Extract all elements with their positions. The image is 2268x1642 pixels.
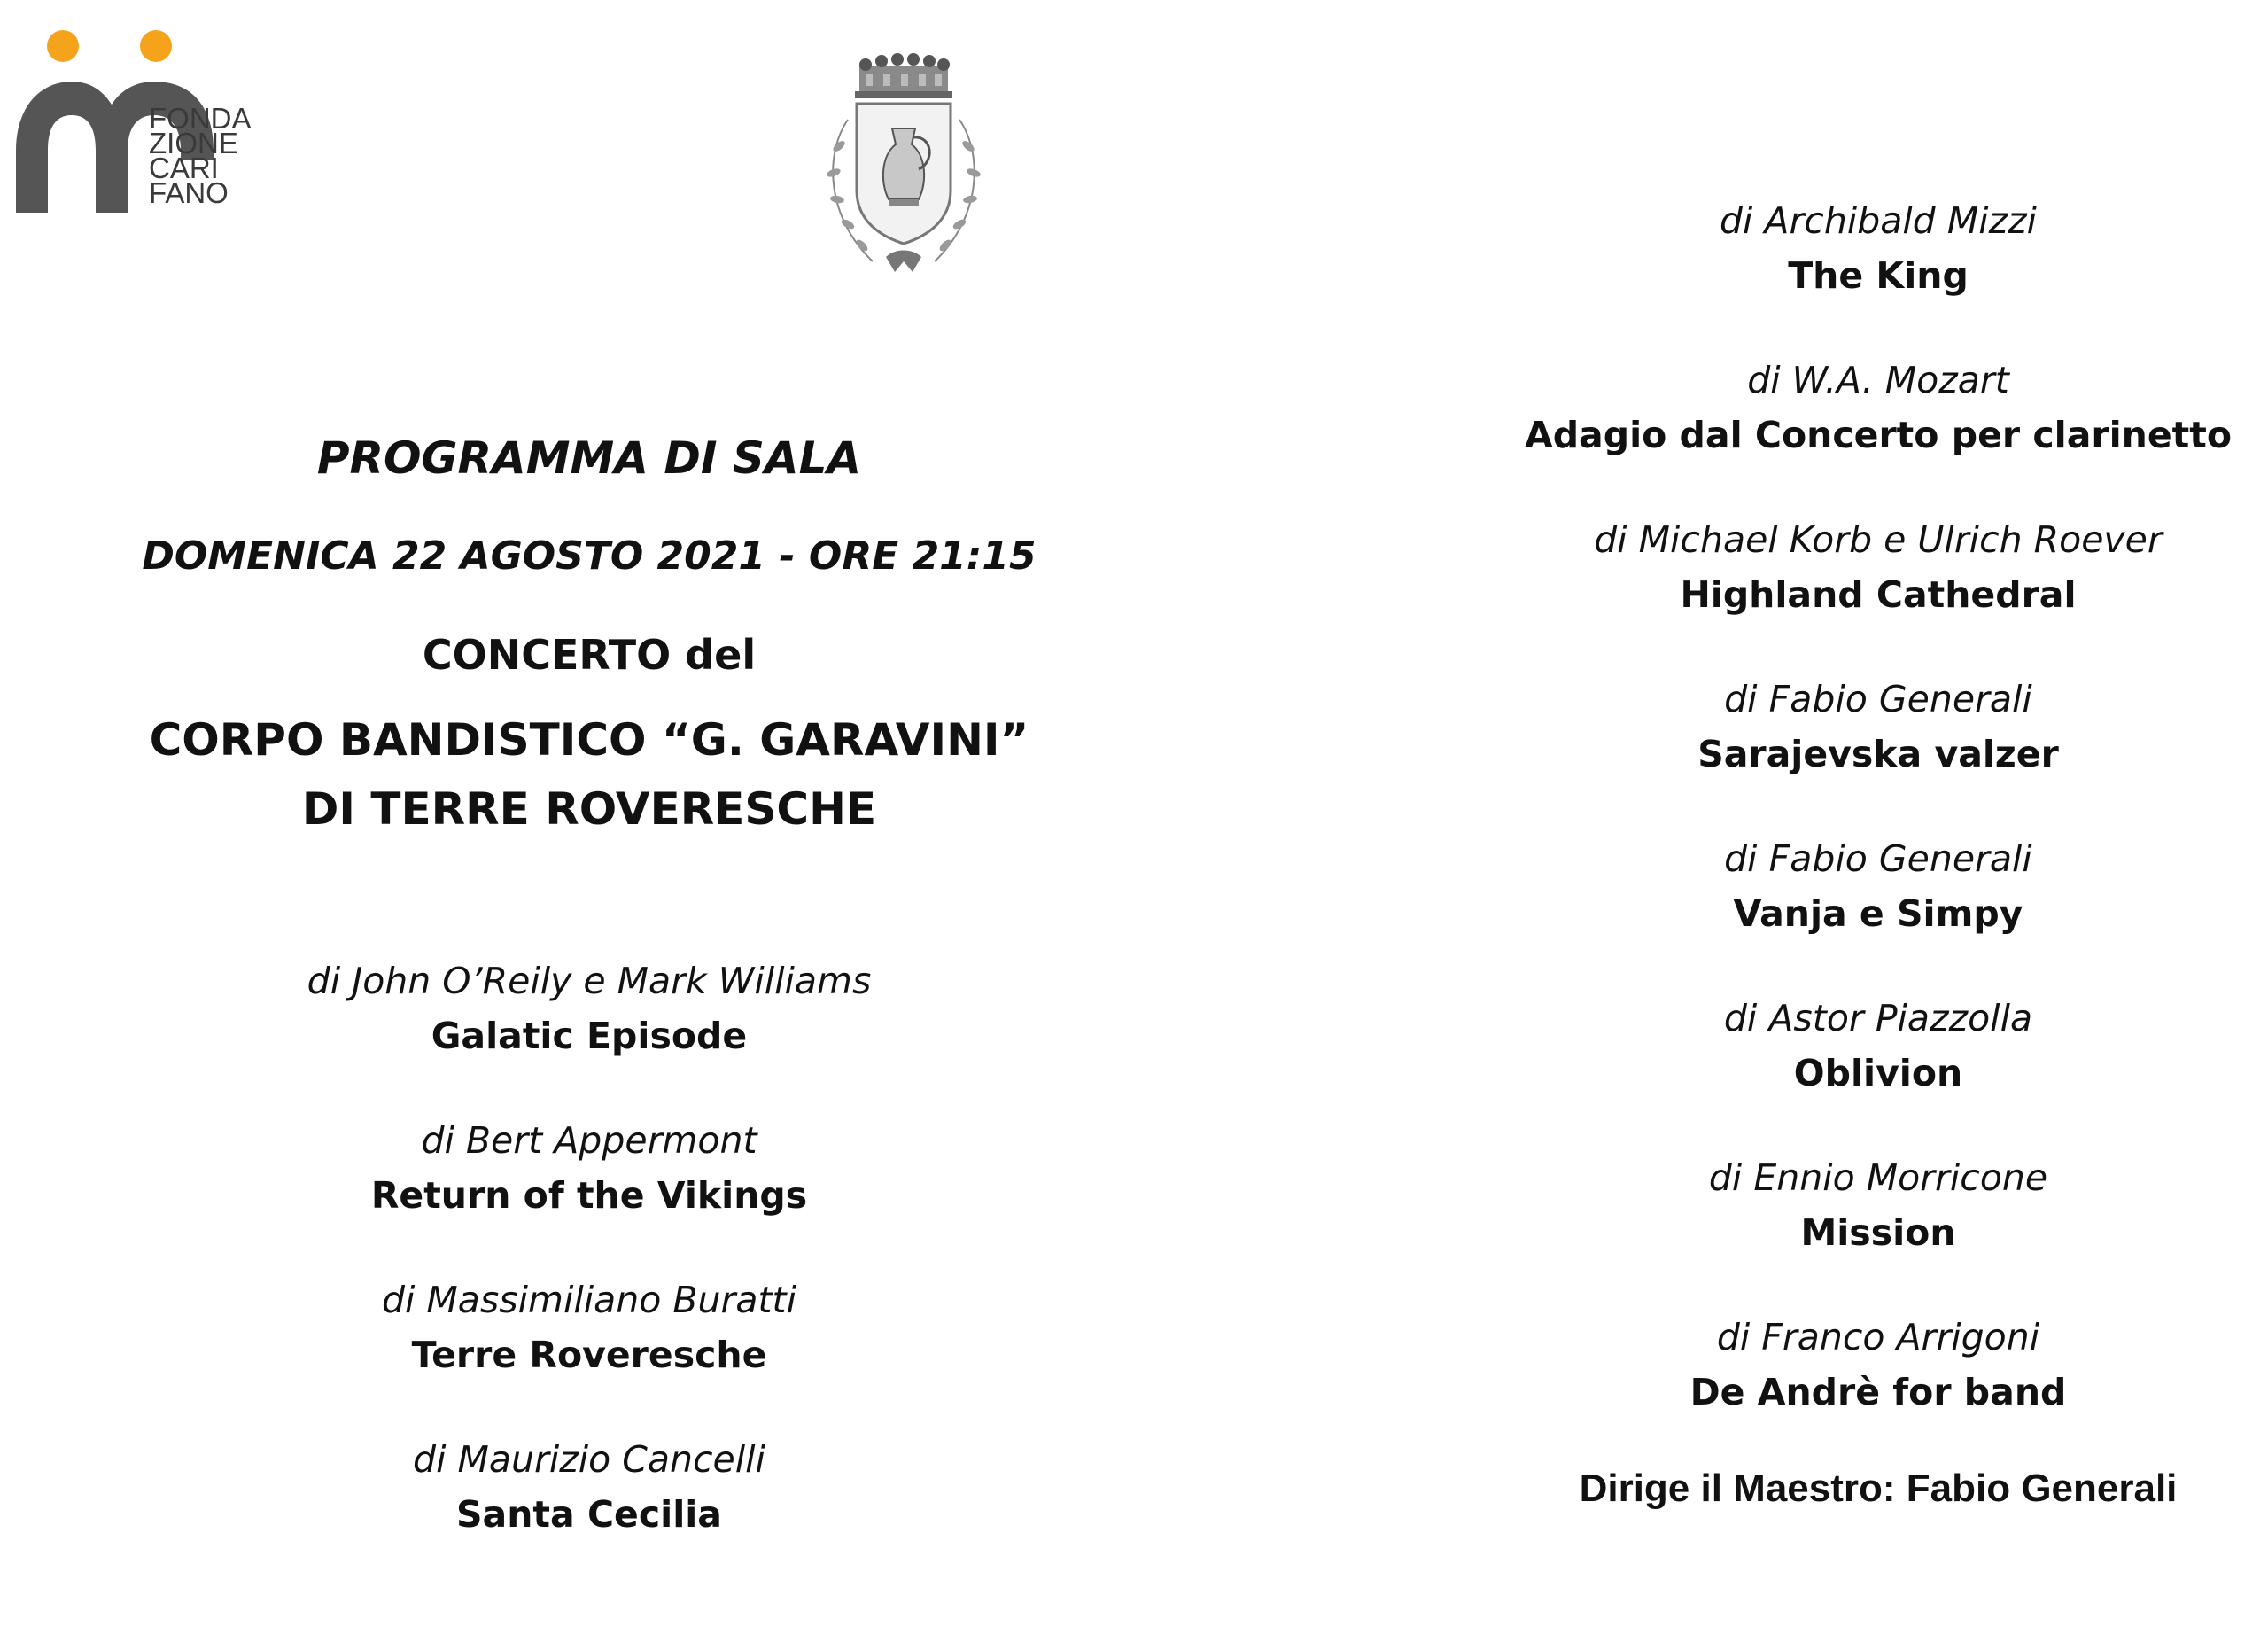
logo-line: FONDA (149, 102, 252, 135)
logo-line: ZIONE (149, 127, 238, 160)
composer: di Massimiliano Buratti (381, 1279, 797, 1321)
program-item (1506, 512, 2250, 622)
piece-title: Galatic Episode (431, 1015, 748, 1057)
composer: di Ennio Morricone (1708, 1156, 2048, 1199)
piece-title: Terre Roveresche (411, 1334, 767, 1376)
logo-line: CARI (149, 152, 219, 184)
piece-title: De Andrè for band (1689, 1371, 2067, 1413)
program-item (89, 1432, 1090, 1542)
piece-title: The King (1788, 254, 1969, 297)
program-item (1506, 1150, 2250, 1260)
concert-date: DOMENICA 22 AGOSTO 2021 - ORE 21:15 (142, 533, 1037, 579)
composer: di Astor Piazzolla (1723, 997, 2033, 1039)
program-item (1506, 193, 2250, 303)
program-item (89, 1272, 1090, 1382)
program-title: PROGRAMMA DI SALA (316, 432, 862, 484)
composer: di Michael Korb e Ulrich Roever (1594, 518, 2163, 561)
composer: di W.A. Mozart (1747, 359, 2009, 401)
program-item (1506, 1310, 2250, 1420)
composer: di Maurizio Cancelli (413, 1438, 765, 1481)
composer: di Fabio Generali (1724, 837, 2032, 880)
director-line: Dirige il Maestro: Fabio Generali (1579, 1467, 2178, 1510)
program-item (89, 953, 1090, 1063)
program-item (89, 1113, 1090, 1223)
band-name-line: DI TERRE ROVERESCHE (301, 783, 877, 835)
program-item (1506, 672, 2250, 782)
piece-title: Oblivion (1793, 1052, 1963, 1094)
composer: di Fabio Generali (1724, 678, 2032, 720)
piece-title: Adagio dal Concerto per clarinetto (1524, 414, 2233, 456)
composer: di Bert Appermont (421, 1119, 757, 1162)
program-item (1506, 991, 2250, 1101)
band-name (89, 705, 1090, 844)
fondazione-logo-text (149, 102, 252, 209)
piece-title: Vanja e Simpy (1733, 892, 2023, 935)
program-item (1506, 353, 2250, 463)
piece-title: Mission (1800, 1211, 1956, 1254)
piece-title: Santa Cecilia (456, 1493, 722, 1536)
program-item (1506, 831, 2250, 941)
band-name-line: CORPO BANDISTICO “G. GARAVINI” (149, 714, 1029, 766)
composer: di Archibald Mizzi (1719, 199, 2038, 242)
logo-line: FANO (149, 176, 229, 209)
composer: di Franco Arrigoni (1716, 1316, 2040, 1358)
composer: di John O’Reily e Mark Williams (307, 960, 872, 1002)
piece-title: Highland Cathedral (1680, 573, 2077, 616)
municipal-crest (802, 40, 1006, 284)
piece-title: Return of the Vikings (370, 1174, 808, 1217)
piece-title: Sarajevska valzer (1697, 733, 2059, 775)
municipal-crest-icon (802, 40, 1006, 284)
concert-label: CONCERTO del (422, 631, 757, 679)
fondazione-logo (14, 27, 262, 222)
